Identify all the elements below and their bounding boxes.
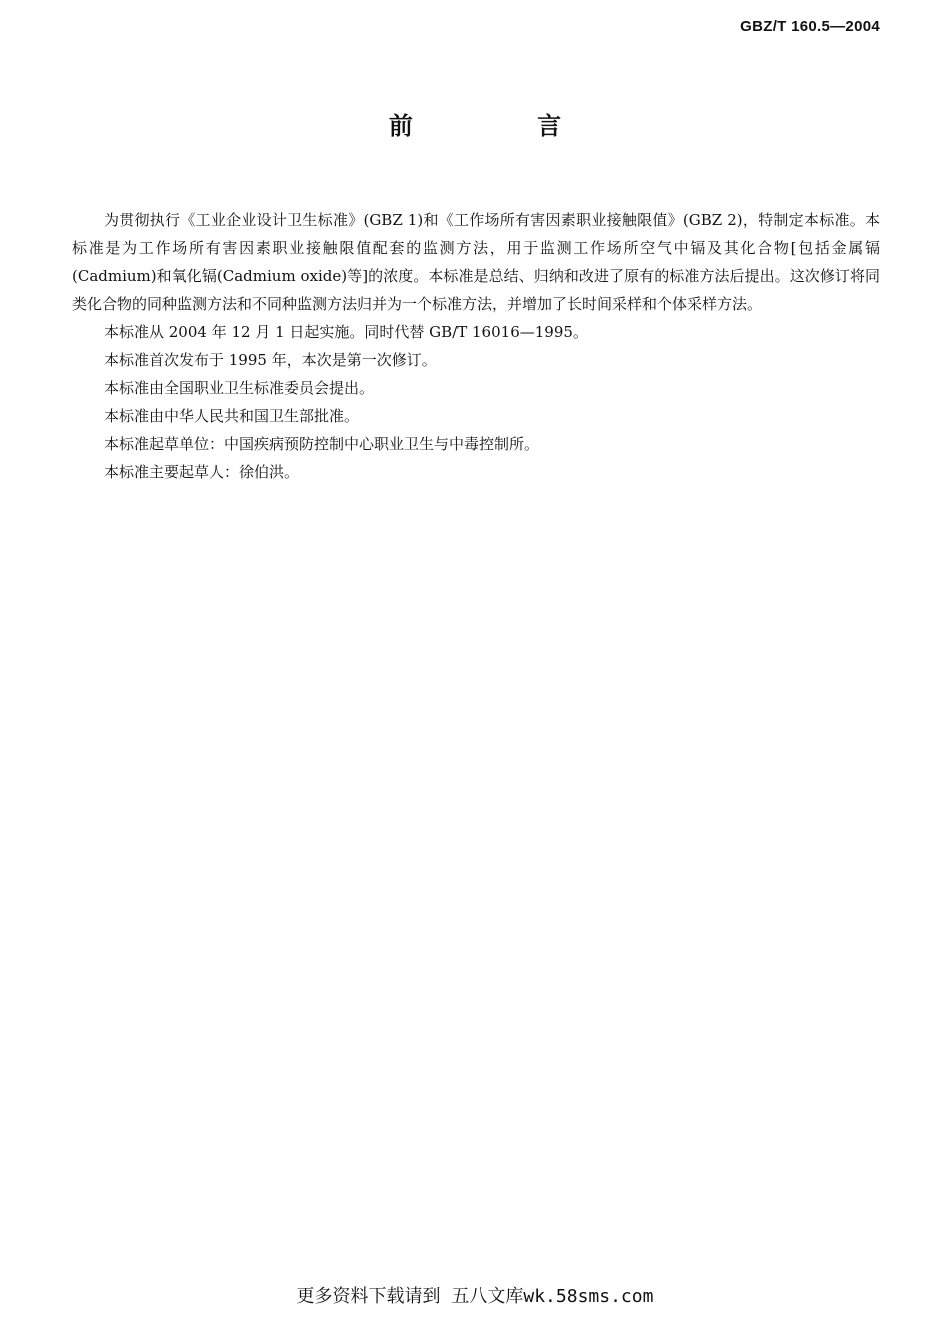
- preface-paragraph-approver: 本标准由中华人民共和国卫生部批准。: [104, 407, 360, 425]
- preface-paragraph-drafting-unit: 本标准起草单位：中国疾病预防控制中心职业卫生与中毒控制所。: [104, 435, 540, 453]
- download-footer-note: 更多资料下载请到 五八文库wk.58sms.com: [296, 1286, 654, 1307]
- preface-paragraph-effective-date: 本标准从 2004 年 12 月 1 日起实施。同时代替 GB/T 16016—1995。: [104, 323, 588, 341]
- preface-paragraph-first-release: 本标准首次发布于 1995 年，本次是第一次修订。: [104, 351, 437, 369]
- preface-body: [72, 206, 880, 486]
- preface-paragraph-drafters: 本标准主要起草人：徐伯洪。: [104, 463, 300, 481]
- preface-paragraph-proposer: 本标准由全国职业卫生标准委员会提出。: [104, 379, 375, 397]
- preface-paragraph-purpose: 为贯彻执行《工业企业设计卫生标准》(GBZ 1)和《工作场所有害因素职业接触限值》(GBZ 2)，特制定本标准。本标准是为工作场所有害因素职业接触限值配套的监测方法，用于监测工作场所空气中镉及其化合物[包括金属镉(Cadmium)和氧化镉(Cadmium oxide)等]的浓度。本标准是总结、归纳和改进了原有的标准方法后提出。这次修订将同类化合物的同种监测方法和不同种监测方法归并为一个标准方法，并增加了长时间采样和个体采样方法。: [72, 211, 880, 313]
- standard-code: GBZ/T 160.5—2004: [740, 18, 880, 35]
- page-title: 前 言: [388, 112, 620, 140]
